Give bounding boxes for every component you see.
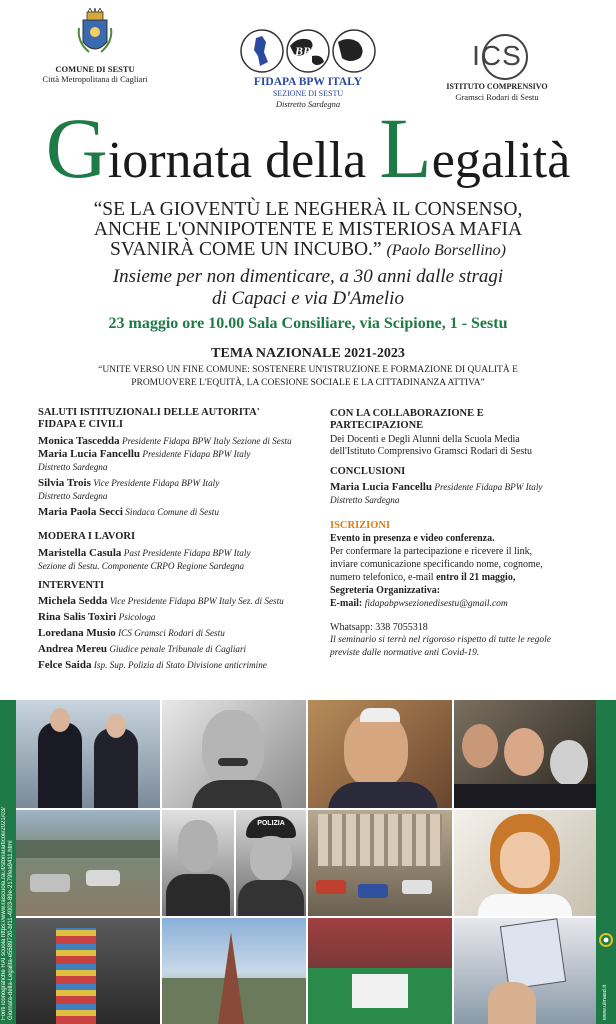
photo-police-agent — [236, 810, 306, 916]
iscrizioni-deadline: entro il 21 maggio, — [436, 572, 516, 583]
modera-section — [38, 531, 310, 572]
fidapa-globes-icon — [238, 28, 378, 74]
saluti-heading-1: SALUTI ISTITUZIONALI DELLE AUTORITA' — [38, 407, 260, 418]
fidapa-district: Distretto Sardegna — [275, 99, 341, 109]
photo-capaci-aftermath — [16, 810, 160, 916]
speaker: Rina Salis Toxiri Psicologa — [38, 611, 156, 623]
fidapa-section: SEZIONE DI SESTU — [272, 89, 344, 98]
fidapa-logo-block — [222, 28, 394, 109]
comune-logo-block — [40, 8, 150, 84]
saluti-person: Silvia Trois Vice Presidente Fidapa BPW Italy — [38, 477, 220, 489]
saluti-heading-2: FIDAPA E CIVILI — [38, 419, 123, 430]
photo-falcone-borsellino — [16, 700, 160, 808]
conclusioni-role: Presidente Fidapa BPW Italy — [434, 482, 543, 492]
conclusioni-heading: CONCLUSIONI — [330, 466, 406, 477]
title-part2: egalità — [431, 132, 571, 189]
title-initial-l: L — [379, 100, 432, 196]
iscrizioni-line-2: inviare comunicazione specificando nome, cognome, — [330, 559, 543, 570]
collaborazione-line-1: Dei Docenti e Degli Alunni della Scuola Media — [330, 434, 520, 445]
iscrizioni-line-1: Per confermare la partecipazione e ricevere il link, — [330, 546, 533, 557]
iscrizioni-section — [330, 520, 592, 660]
collaborazione-line-2: dell'Istituto Comprensivo Gramsci Rodari di Sestu — [330, 446, 533, 457]
right-brand-bar — [596, 700, 616, 1024]
whatsapp-label: Whatsapp: — [330, 622, 373, 633]
collaborazione-section — [330, 408, 592, 458]
comune-name: COMUNE DI SESTU — [55, 64, 135, 74]
quote-line-3: SVANIRÀ COME UN INCUBO.” — [110, 239, 382, 260]
tema-line-2: PROMUOVERE L'EQUITÀ, LA COESIONE SOCIALE E LA CITTADINANZA ATTIVA” — [131, 378, 485, 388]
moderator-role: Past Presidente Fidapa BPW Italy — [123, 548, 251, 558]
speaker: Loredana Musio ICS Gramsci Rodari di Sestu — [38, 627, 225, 639]
photo-capaci-memorial — [162, 918, 306, 1024]
right-column — [330, 408, 592, 660]
fidapa-name: FIDAPA BPW ITALY — [253, 76, 363, 88]
photo-falcone-portrait — [162, 700, 306, 808]
speaker: Andrea Mereu Giudice penale Tribunale di Cagliari — [38, 643, 247, 655]
left-column — [38, 407, 310, 679]
subtitle-line-1: Insieme per non dimenticare, a 30 anni dalle stragi — [112, 266, 504, 287]
interventi-heading: INTERVENTI — [38, 580, 105, 591]
photo-collage — [16, 700, 596, 1024]
ics-name: ISTITUTO COMPRENSIVO — [446, 82, 548, 91]
email-label: E-mail: — [330, 598, 363, 609]
photo-child-sign — [454, 918, 596, 1024]
quote-author: (Paolo Borsellino) — [386, 242, 506, 259]
tema-title: TEMA NAZIONALE 2021-2023 — [211, 346, 405, 361]
segreteria-label: Segreteria Organizzativa: — [330, 585, 441, 596]
saluti-person: Monica Tascedda Presidente Fidapa BPW Italy Sezione di Sestu — [38, 435, 292, 447]
photo-borsellino-portrait — [308, 700, 452, 808]
iscrizioni-heading: ISCRIZIONI — [330, 520, 391, 531]
conclusioni-role2: Distretto Sardegna — [330, 495, 400, 505]
photo-group-smiling — [454, 700, 596, 808]
comune-subtitle: Città Metropolitana di Cagliari — [42, 74, 148, 84]
subtitle — [30, 266, 586, 310]
photo-via-damelio — [308, 810, 452, 916]
covid-note-1: Il seminario si terrà nel rigoroso rispetto di tutte le regole — [330, 635, 551, 645]
iscrizioni-mode: Evento in presenza e video conferenza. — [330, 533, 495, 544]
quote-line-1: “SE LA GIOVENTÙ LE NEGHERÀ IL CONSENSO, — [93, 199, 523, 220]
speaker: Felce Saida Isp. Sup. Polizia di Stato Divisione anticrimine — [38, 659, 267, 671]
tema-line-1: “UNITE VERSO UN FINE COMUNE: SOSTENERE UN'ISTRUZIONE E FORMAZIONE DI QUALITÀ E — [98, 365, 518, 375]
saluti-person: Maria Lucia Fancellu Presidente Fidapa BPW Italy — [38, 448, 251, 460]
photo-escort-agent — [162, 810, 234, 916]
moderator-name: Maristella Casula — [38, 547, 122, 559]
photo-demonstration — [308, 918, 452, 1024]
conclusioni-name: Maria Lucia Fancellu — [330, 481, 433, 493]
email-link[interactable]: fidapabpwsezionedisestu@gmail.com — [364, 599, 508, 609]
ics-logo-block — [432, 32, 562, 102]
whatsapp-number[interactable]: 338 7055318 — [375, 622, 428, 633]
event-date-location: 23 maggio ore 10.00 Sala Consiliare, via Scipione, 1 - Sestu — [108, 315, 508, 332]
bpw-logo-text: BPW — [294, 44, 322, 58]
ics-logo-icon — [462, 32, 532, 78]
covid-note-2: previste dalle normative anti Covid-19. — [330, 648, 480, 658]
ics-subtitle: Gramsci Rodari di Sestu — [455, 92, 539, 102]
modera-heading: MODERA I LAVORI — [38, 531, 136, 542]
collaborazione-heading-2: PARTECIPAZIONE — [330, 420, 424, 431]
moderator-role2: Sezione di Sestu. Componente CRPO Regione Sardegna — [38, 561, 245, 571]
comune-crest-icon — [75, 8, 115, 60]
title-initial-g: G — [45, 100, 108, 196]
speaker: Michela Sedda Vice Presidente Fidapa BPW Italy Sez. di Sestu — [38, 595, 284, 607]
saluti-person-role2: Distretto Sardegna — [38, 462, 108, 472]
photo-sculpture — [16, 918, 160, 1024]
subtitle-line-2: di Capaci e via D'Amelio — [212, 288, 404, 309]
police-cap-text: POLIZIA — [257, 820, 285, 827]
conclusioni-section — [330, 466, 592, 506]
swirl-logo-icon — [598, 932, 614, 948]
left-credit-bar — [0, 700, 16, 1024]
brand-url: www.ulmasd.it — [602, 984, 608, 1020]
saluti-person-role2: Distretto Sardegna — [38, 491, 108, 501]
quote-line-2: ANCHE L'ONNIPOTENTE E MISTERIOSA MAFIA — [93, 219, 523, 240]
collaborazione-heading-1: CON LA COLLABORAZIONE E — [330, 408, 484, 419]
ics-logo-text: ICS — [472, 40, 522, 71]
borsellino-quote — [40, 200, 576, 261]
saluti-section — [38, 407, 310, 519]
iscrizioni-line-3: numero telefonico, e-mail — [330, 572, 437, 583]
photo-agent-woman — [454, 810, 596, 916]
interventi-section — [38, 580, 310, 672]
saluti-person: Maria Paola Secci Sindaca Comune di Sestu — [38, 506, 219, 518]
tema-text — [40, 364, 576, 390]
title-part1: iornata della — [107, 132, 380, 189]
photo-credit: Fonti iconografiche RAI scuola https://www.raiscuola.rai.it/storia/articoli/2021/03/ Giornata-della-Legalita-e5589720-bf11-4003-89e-2179fea9411.html — [1, 807, 14, 1020]
